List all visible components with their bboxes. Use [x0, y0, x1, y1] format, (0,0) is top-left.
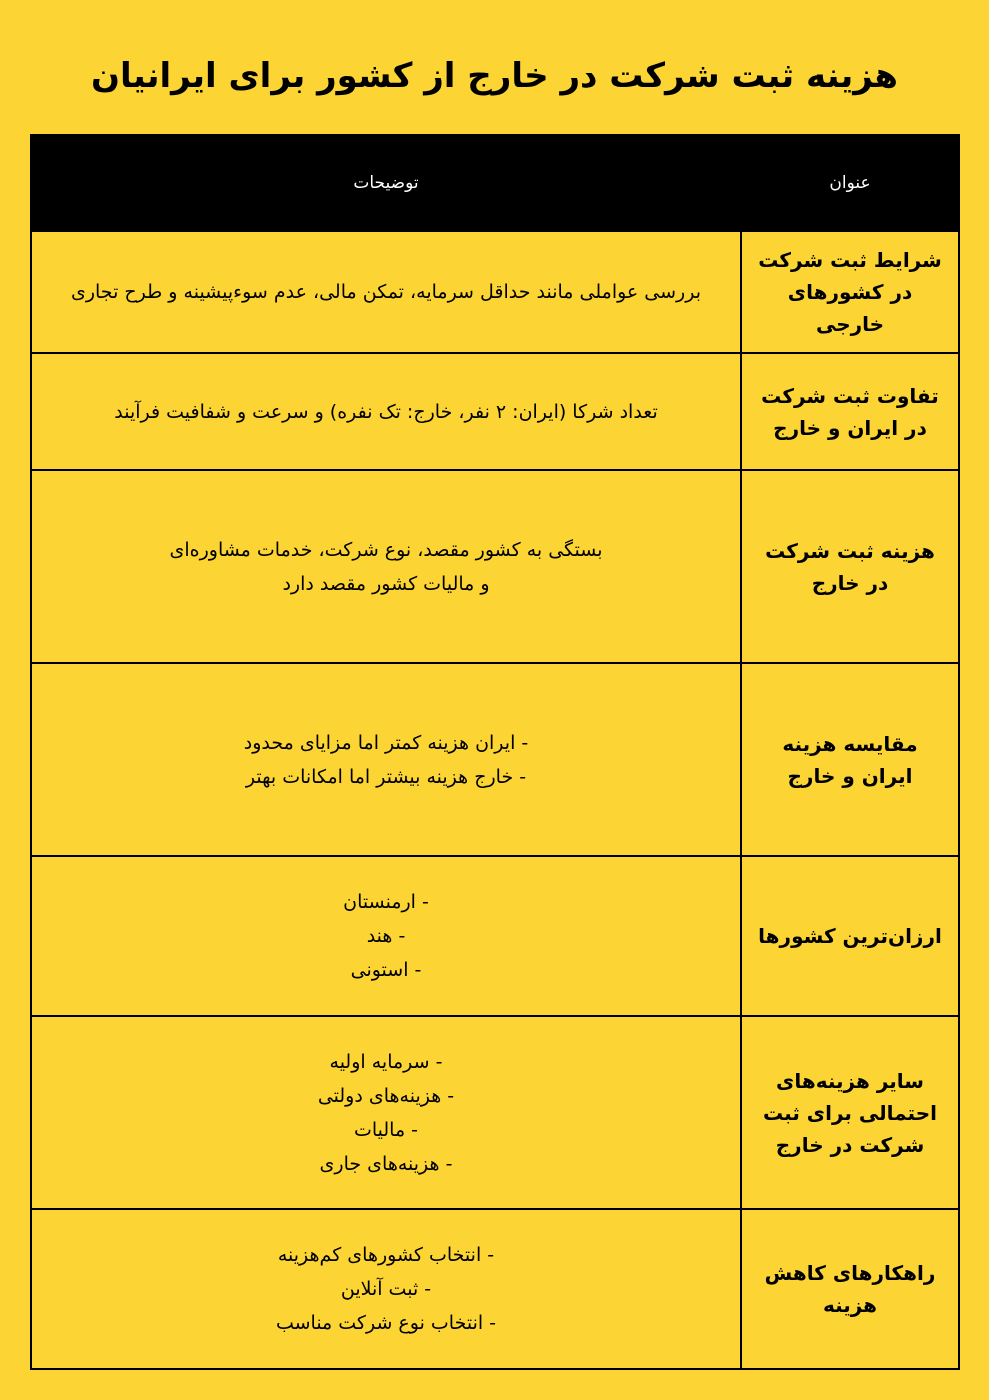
description-line: تعداد شرکا (ایران: ۲ نفر، خارج: تک نفره) و سرعت و شفافیت فرآیند — [114, 400, 658, 423]
description-line: - انتخاب کشورهای کم‌هزینه — [277, 1244, 495, 1266]
description-line: - هزینه‌های جاری — [319, 1152, 453, 1175]
cost-table — [30, 134, 960, 1370]
row-title: تفاوت ثبت شرکت در ایران و خارج — [741, 353, 959, 470]
row-description — [31, 663, 741, 856]
table-row — [31, 1209, 959, 1369]
page-title: هزینه ثبت شرکت در خارج از کشور برای ایرانیان — [91, 56, 898, 96]
table-header-row — [31, 135, 959, 231]
row-title: هزینه ثبت شرکت در خارج — [741, 470, 959, 663]
row-title: مقایسه هزینه ایران و خارج — [741, 663, 959, 856]
table-row — [31, 353, 959, 470]
table-row — [31, 663, 959, 856]
header-title-cell: عنوان — [741, 135, 959, 231]
description-line: بستگی به کشور مقصد، نوع شرکت، خدمات مشاوره‌ای — [169, 538, 603, 561]
table-row — [31, 231, 959, 353]
row-description — [31, 470, 741, 663]
description-line: - خارج هزینه بیشتر اما امکانات بهتر — [245, 765, 527, 788]
row-description — [31, 856, 741, 1016]
description-line: - هزینه‌های دولتی — [317, 1084, 455, 1107]
table-row — [31, 470, 959, 663]
description-line: - استونی — [350, 959, 422, 981]
row-title: ارزان‌ترین کشورها — [741, 856, 959, 1016]
description-line: - ثبت آنلاین — [340, 1278, 432, 1300]
row-description — [31, 231, 741, 353]
row-description — [31, 1016, 741, 1209]
description-line: - ارمنستان — [343, 891, 429, 913]
table-row — [31, 856, 959, 1016]
row-description — [31, 353, 741, 470]
row-title: شرایط ثبت شرکت در کشورهای خارجی — [741, 231, 959, 353]
description-line: - سرمایه اولیه — [329, 1050, 443, 1073]
description-line: - ایران هزینه کمتر اما مزایای محدود — [243, 731, 529, 754]
description-line: - انتخاب نوع شرکت مناسب — [275, 1312, 497, 1334]
table-row — [31, 1016, 959, 1209]
description-line: بررسی عواملی مانند حداقل سرمایه، تمکن مالی، عدم سوءپیشینه و طرح تجاری — [70, 281, 702, 303]
header-desc-cell: توضیحات — [31, 135, 741, 231]
description-line: - مالیات — [353, 1118, 419, 1141]
row-title: راهکارهای کاهش هزینه — [741, 1209, 959, 1369]
description-line: - هند — [366, 925, 406, 947]
row-title: سایر هزینه‌های احتمالی برای ثبت شرکت در خارج — [741, 1016, 959, 1209]
description-line: و مالیات کشور مقصد دارد — [282, 572, 490, 595]
row-description — [31, 1209, 741, 1369]
